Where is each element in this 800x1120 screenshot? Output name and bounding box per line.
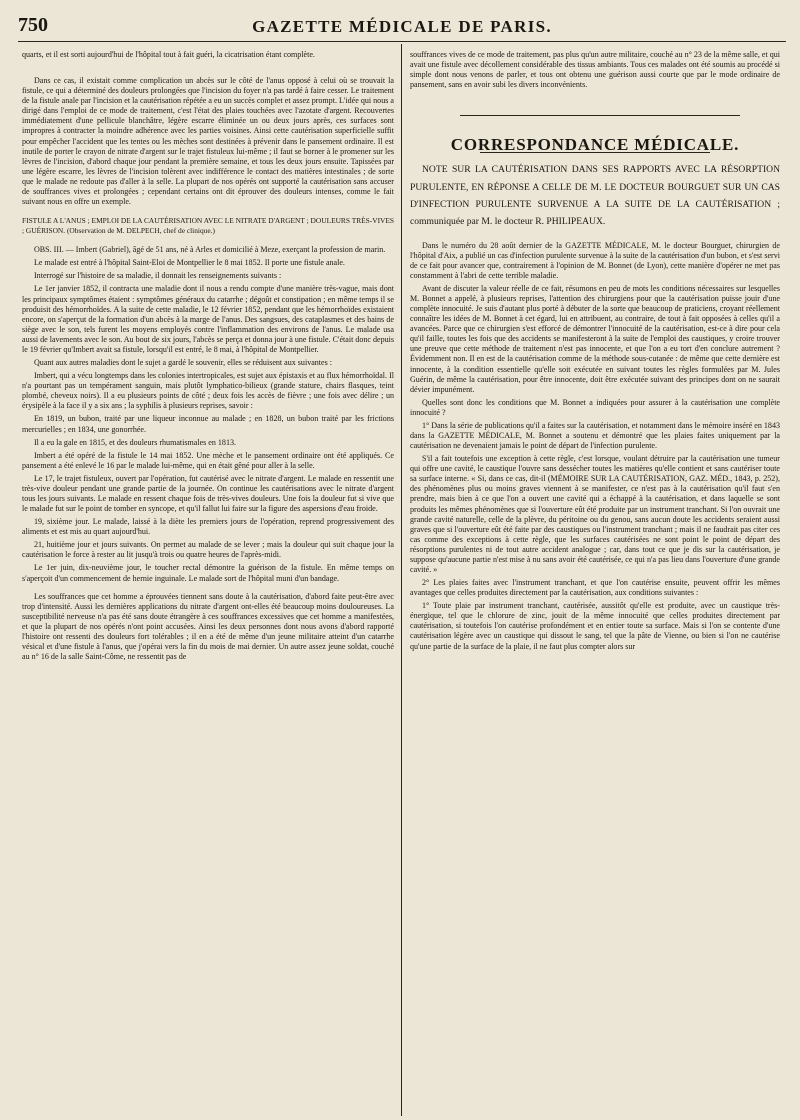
paragraph: Interrogé sur l'histoire de sa maladie, il donnait les renseignements suivants : bbox=[34, 271, 282, 281]
paragraph: Imbert, qui a vécu longtemps dans les colonies intertropicales, est sujet aux épistaxis et au flux hémorrhoïdal. Il n'a pourtant pas un tempérament sanguin, mais plutôt lymphatico-bilieux (grande stature, chairs flasques, teint plombé, cheveux noirs). Il a eu plusieurs points de côté ; deux fois les accès de fièvre ; une fois avec délire ; un érysipèle à la face il y a six ans ; la syphilis à plusieurs reprises, savoir : bbox=[22, 371, 394, 411]
running-title: GAZETTE MÉDICALE DE PARIS. bbox=[252, 17, 552, 36]
paragraph: Quelles sont donc les conditions que M. Bonnet a indiquées pour assurer à la cautérisation une complète innocuité ? bbox=[410, 397, 780, 417]
paragraph: Avant de discuter la valeur réelle de ce fait, résumons en peu de mots les conditions nécessaires sur lesquelles M. Bonnet a appelé, à plusieurs reprises, l'attention des chirurgiens pour que la cautérisation puisse jouir d'une complète innocuité. Je suis d'autant plus porté à débuter de la sorte que beaucoup de praticiens, croyant réellement connaître les idées de M. Bonnet à cet égard, lui en attribuent, au contraire, de tout à fait opposées à celles qu'il a avancées. Parce que ce chirurgien s'est efforcé de démontrer l'innocuité de la cautérisation, est-ce à dire pour cela qu'il faille, toutes les fois que des accidents se manifesteront à la suite de l'emploi des caustiques, y croire trouver une preuve que cette méthode de traitement n'est pas innocente, et que l'on a eu tort d'en conclure autrement ? Évidemment non. Il en est de la cautérisation comme de la méthode sous-cutanée : de même que cette dernière est innocente, à la condition essentielle qu'elle soit exécutée en suivant toutes les règles formulées par M. Jules Guérin, de même la cautérisation, pour être innocente, doit être exécutée suivant des principes dont on ne saurait dévier impunément. bbox=[410, 283, 780, 394]
paragraph: Quant aux autres maladies dont le sujet a gardé le souvenir, elles se réduisent aux suivantes : bbox=[34, 358, 332, 368]
paragraph: Imbert a été opéré de la fistule le 14 mai 1852. Une mèche et le pansement ordinaire ont été appliqués. Ce pansement a été enlevé le 16 par le malade lui-même, qui en était gêné pour aller à la selle. bbox=[22, 450, 394, 470]
header-rule bbox=[18, 41, 786, 42]
paragraph: quarts, et il est sorti aujourd'hui de l'hôpital tout à fait guéri, la cicatrisation étant complète. bbox=[22, 50, 315, 59]
paragraph: Le 17, le trajet fistuleux, ouvert par l'opération, fut cautérisé avec le nitrate d'argent. Le malade en ressentit une très-vive douleur pendant une grande partie de la journée. On continue les cautérisations avec le nitrate d'argent tous les jours suivants. Le malade en ressent chaque fois de très-vives douleurs. Une fois la douleur fut si vive que le malade fut sur le point de tomber en syncope, et qu'il fallut lui faire sur la figure des aspersions d'eau froide. bbox=[22, 473, 394, 514]
paragraph: souffrances vives de ce mode de traitement, pas plus qu'un autre militaire, couché au n° 23 de la même salle, et qui avait une fistule avec décollement considérable des tissus ambiants. Tous ces malades ont été soumis au procédé si simple dont nous venons de parler, et tous ont obtenu une guérison aussi courte que par le mode ordinaire de pansement, sans en avoir subi les divers inconvénients. bbox=[410, 50, 780, 90]
page-number: 750 bbox=[18, 14, 48, 36]
section-title: CORRESPONDANCE MÉDICALE. bbox=[450, 135, 740, 155]
paragraph: S'il a fait toutefois une exception à cette règle, c'est lorsque, voulant détruire par la cautérisation une tumeur qui offre une cavité, le caustique l'ouvre sans dessécher toutes les matières qu'elle contient et sans cautériser toute sa surface interne. « Si, dans ce cas, dit-il (MÉMOIRE SUR LA CAUTÉRISATION, GAZ. MÉD., 1843, p. 252), des phénomènes plus ou moins graves viennent à se manifester, ce n'est pas à la cautérisation qu'il faut s'en prendre, mais bien à ce que l'on a ouvert une cavité qui a échappé à la cautérisation, et dans laquelle se sont produits les mêmes phénomènes que si l'ouverture eût été produite par un instrument tranchant. Si l'on ouvrait une grande cavité naturelle, celle de la plèvre, du péritoine ou du genou, sans aucun doute les accidents seraient aussi graves que si l'ouverture eût été faite par des caustiques ou l'instrument tranchant ; mais il ne faudrait pas citer ces cas comme des exceptions à cette règle, que les surfaces cautérisées ne sont point le point de départ des résorptions purulentes ni de tout autre accident analogue ; car, dans tout ce que je dis sur la cautérisation, je suppose qu'aucune partie n'est mise à nu sans avoir été cautérisée, ce qui n'a pas lieu dans l'ouverture d'une grande cavité. » bbox=[410, 454, 780, 574]
paragraph: Dans le numéro du 28 août dernier de la GAZETTE MÉDICALE, M. le docteur Bourguet, chirurgien de l'hôpital d'Aix, a publié un cas d'infection purulente survenue à la suite de la cautérisation d'un bubon, et s'est servi de ce fait pour avancer que, contrairement à l'opinion de M. Bonnet (de Lyon), cette manière d'opérer ne met pas constamment à l'abri de cette terrible maladie. bbox=[410, 240, 780, 280]
paragraph: Dans ce cas, il existait comme complication un abcès sur le côté de l'anus opposé à celui où se trouvait la fistule, ce qui a déterminé des douleurs prolongées que l'incision du foyer n'a pas tardé à faire cesser. Le traitement de la fistule anale par l'incision et la cautérisation répétée a eu un succès complet et assez prompt. L'idée qui nous a dirigé dans l'emploi de ce mode de traitement, c'est l'état des plaies touchées avec l'azotate d'argent. Recouvertes immédiatement d'une pellicule blanchâtre, légère escarre éliminée un ou deux jours après, ces surfaces sont impropres à contracter la moindre adhérence avec les parties voisines. Ainsi cette cautérisation superficielle suffit pour empêcher l'accident que les tentes ou les mèches sont destinées à prévenir dans le pansement ordinaire. Il est inutile de porter le crayon de nitrate d'argent sur le trajet fistuleux lui-même ; il faut se borner à le promener sur les lèvres de l'incision, d'abord chaque jour pendant la première semaine, et tous les deux jours ensuite. Tapissées par une légère escarre, les lèvres de l'incision tolèrent avec indifférence le contact des matières intestinales ; de sorte que le malade ne redoute pas d'aller à la selle. La plupart de nos opérés ont supporté la cautérisation sans accuser de souffrances vives et prolongées ; cependant certains ont dit éprouver des douleurs intenses, comme le fait suivant nous en offre un exemple. bbox=[22, 76, 394, 207]
section-rule bbox=[460, 115, 740, 116]
left-column bbox=[22, 50, 394, 665]
paragraph: Le malade est entré à l'hôpital Saint-Eloi de Montpellier le 8 mai 1852. Il porte une fistule anale. bbox=[34, 258, 345, 268]
paragraph: 2° Les plaies faites avec l'instrument tranchant, et que l'on cautérise ensuite, peuvent offrir les mêmes avantages que celles produites directement par la cautérisation, aux conditions suivantes : bbox=[410, 578, 780, 598]
observation-subheading: FISTULE A L'ANUS ; EMPLOI DE LA CAUTÉRISATION AVEC LE NITRATE D'ARGENT ; DOULEURS TRÈS-VIVES ; GUÉRISON. (Observation de M. DELPECH, chef de clinique.) bbox=[22, 216, 394, 236]
paragraph: Les souffrances que cet homme a éprouvées tiennent sans doute à la cautérisation, d'abord faite peut-être avec trop d'intensité. Aussi les dernières applications du nitrate d'argent ont-elles été beaucoup moins douloureuses. La susceptibilité nerveuse n'a pas été sans doute étrangère à ces souffrances excessives que cet homme a manifestées, et que la plupart de nos opérés n'ont point accusées. Ainsi les deux personnes dont nous avons d'abord rapporté l'histoire ont ressenti des douleurs fort tolérables ; il en a été de même d'un jeune militaire atteint d'un catarrhe vésical et d'une fistule à l'anus, que j'opérai vers la fin du mois de mai dernier. Un autre assez jeune soldat, couché au n° 16 de la salle Saint-Côme, ne ressentit pas de bbox=[22, 591, 394, 662]
paragraph: En 1819, un bubon, traité par une liqueur inconnue au malade ; en 1828, un bubon traité par les frictions mercurielles ; en 1834, une gonorrhée. bbox=[22, 414, 394, 434]
right-column bbox=[410, 50, 780, 655]
paragraph: OBS. III. — Imbert (Gabriel), âgé de 51 ans, né à Arles et domicilié à Meze, exerçant la profession de marin. bbox=[34, 245, 386, 255]
column-divider bbox=[401, 44, 402, 1116]
page-header bbox=[18, 10, 786, 40]
paragraph: Le 1er janvier 1852, il contracta une maladie dont il nous a rendu compte d'une manière très-vague, mais dont les principaux symptômes étaient : symptômes généraux du catarrhe ; dégoût et constipation ; en même temps il se produisit des hémorrhoïdes. A la suite de cette maladie, le 12 février 1852, pendant que les hémorrhoïdes existaient encore, on s'aperçut de la formation d'un abcès à la marge de l'anus. Des sangsues, des cataplasmes et des bains de siège avec le son, tels furent les moyens employés contre l'inflammation des environs de l'anus. Le malade usa aussi de lavements avec le son. Au bout de six jours, l'abcès se perça et donna jour à une fistule. C'était donc depuis le 19 février qu'Imbert avait sa fistule, lorsqu'il est entré, le 8 mai, à l'hôpital de Montpellier. bbox=[22, 284, 394, 354]
paragraph: Le 1er juin, dix-neuvième jour, le toucher rectal démontre la guérison de la fistule. En même temps on s'aperçoit d'un commencement de hernie inguinale. Le malade sort de l'hôpital muni d'un bandage. bbox=[22, 563, 394, 583]
paragraph: 1° Dans la série de publications qu'il a faites sur la cautérisation, et notamment dans le mémoire inséré en 1843 dans la GAZETTE MÉDICALE, M. Bonnet a soutenu et démontré que les plaies faites uniquement par la cautérisation ne devenaient jamais le point de départ de l'infection purulente. bbox=[410, 420, 780, 451]
paragraph: Il a eu la gale en 1815, et des douleurs rhumatismales en 1813. bbox=[34, 437, 237, 447]
paragraph: 1° Toute plaie par instrument tranchant, cautérisée, aussitôt qu'elle est produite, avec un caustique très-énergique, tel que le chlorure de zinc, jouit de la même innocuité que celles produites directement par cautérisation, si toutefois l'on cautérise profondément et en entier toute sa surface. Mais si l'on se contente d'une cautérisation légère avec un caustique qui dissout le sang, tel que la pâte de Vienne, ou bien si l'on ne cautérise qu'une partie de la surface de la plaie, il ne faut plus compter alors sur bbox=[410, 601, 780, 651]
paragraph: 19, sixième jour. Le malade, laissé à la diète les premiers jours de l'opération, reprend progressivement des aliments et est mis au quart aujourd'hui. bbox=[22, 517, 394, 537]
paragraph: 21, huitième jour et jours suivants. On permet au malade de se lever ; mais la douleur qui suit chaque jour la cautérisation le force à rester au lit jusqu'à trois ou quatre heures de l'après-midi. bbox=[22, 540, 394, 560]
article-title: NOTE SUR LA CAUTÉRISATION DANS SES RAPPORTS AVEC LA RÉSORPTION PURULENTE, EN RÉPONSE A CELLE DE M. LE DOCTEUR BOURGUET SUR UN CAS D'INFECTION PURULENTE SURVENUE A LA SUITE DE LA CAUTÉRISATION ; communiquée par M. le docteur R. PHILIPEAUX. bbox=[410, 164, 780, 228]
